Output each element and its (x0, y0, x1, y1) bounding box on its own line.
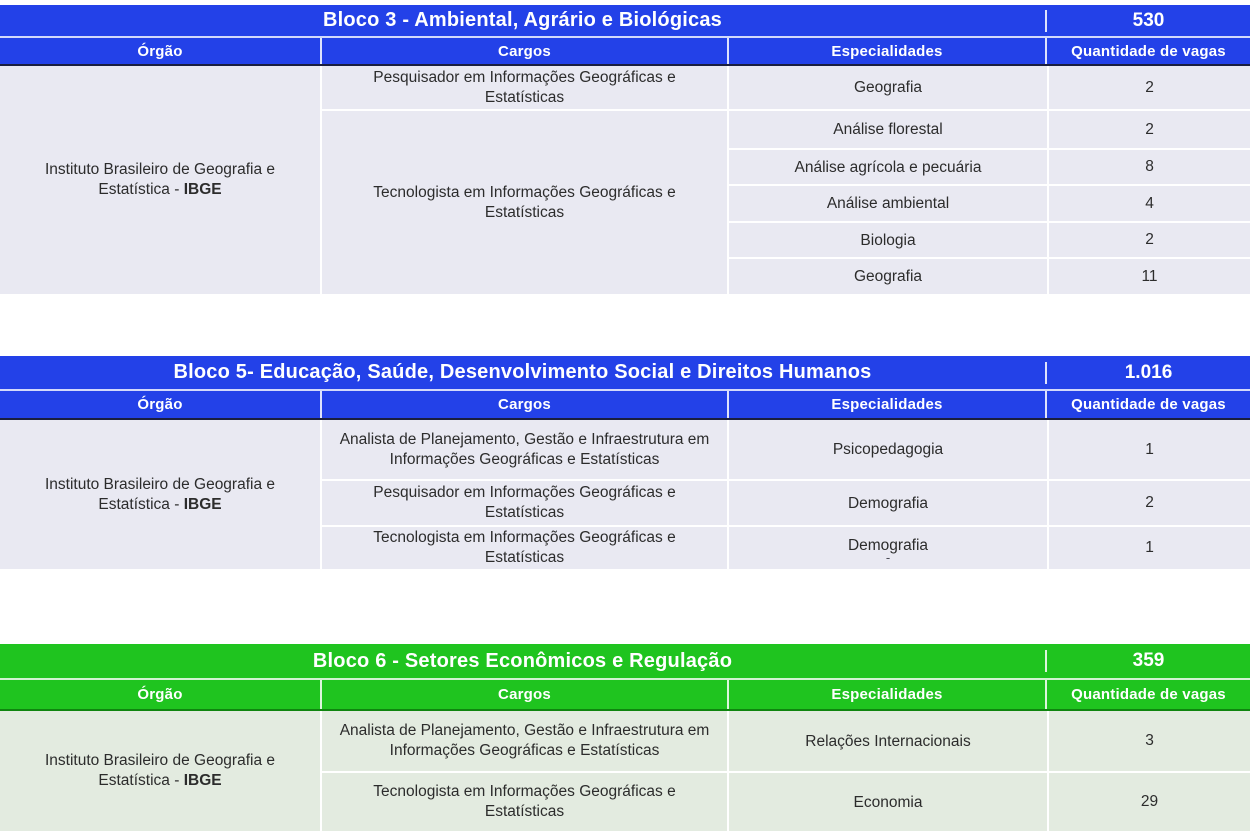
col-header-orgao: Órgão (137, 396, 183, 413)
vagas-cell: 8 (1047, 150, 1250, 184)
table-row (729, 481, 1250, 525)
bloco-3-total-vagas: 530 (1045, 10, 1250, 32)
cargo-group (322, 525, 1250, 569)
table-row (729, 184, 1250, 221)
bloco-3-title: Bloco 3 - Ambiental, Agrário e Biológicas (322, 9, 722, 31)
vagas-cell: 11 (1047, 259, 1250, 294)
table-row (729, 527, 1250, 569)
cargo-cell: Analista de Planejamento, Gestão e Infraestrutura em Informações Geográficas e Estatísticas (339, 722, 710, 759)
table-row (729, 66, 1250, 109)
cargo-cell: Pesquisador em Informações Geográficas e Estatísticas (373, 484, 676, 521)
vagas-cell: 29 (1047, 773, 1250, 831)
table-row (729, 711, 1250, 771)
vagas-cell: 4 (1047, 186, 1250, 221)
especialidade-cell: Relações Internacionais (805, 732, 971, 750)
col-header-quantidade: Quantidade de vagas (1045, 38, 1250, 64)
bloco-6-title: Bloco 6 - Setores Econômicos e Regulação (312, 649, 733, 672)
especialidade-cell: Psicopedagogia (832, 441, 944, 458)
cargo-cell: Tecnologista em Informações Geográficas e Estatísticas (373, 783, 676, 820)
bloco-3-body (0, 66, 1250, 294)
cargo-group (322, 66, 1250, 109)
orgao-sigla: IBGE (183, 181, 222, 198)
col-header-cargos: Cargos (320, 391, 727, 418)
vagas-cell: 3 (1047, 711, 1250, 771)
especialidade-cell: Geografia (853, 79, 923, 96)
bloco-5-body (0, 420, 1250, 569)
orgao-name: Instituto Brasileiro de Geografia e Estatística - (44, 161, 276, 198)
col-header-cargos: Cargos (320, 680, 727, 709)
table-bloco-3 (0, 5, 1250, 294)
col-header-especialidades: Especialidades (727, 680, 1045, 709)
orgao-name: Instituto Brasileiro de Geografia e Estatística - (44, 475, 276, 513)
bloco-3-title-row (0, 5, 1250, 36)
table-bloco-6 (0, 644, 1250, 831)
col-header-quantidade: Quantidade de vagas (1045, 680, 1250, 709)
col-header-quantidade: Quantidade de vagas (1045, 391, 1250, 418)
cargo-group (322, 711, 1250, 771)
vagas-cell: 2 (1047, 66, 1250, 109)
table-row (729, 773, 1250, 831)
especialidade-cell: Análise agrícola e pecuária (794, 158, 982, 176)
orgao-cell (0, 711, 320, 831)
vagas-cell: 2 (1047, 481, 1250, 525)
table-row (729, 257, 1250, 294)
table-row (729, 111, 1250, 148)
orgao-sigla: IBGE (183, 495, 222, 513)
bloco-6-column-header-row (0, 678, 1250, 711)
col-header-especialidades: Especialidades (727, 38, 1045, 64)
table-row (729, 420, 1250, 479)
especialidade-cell: Economia (853, 793, 923, 811)
especialidade-cell: Biologia (860, 231, 916, 249)
cargo-group (322, 479, 1250, 525)
bloco-6-body (0, 711, 1250, 831)
cropped-text-artifact: - (885, 550, 891, 565)
cargo-group (322, 109, 1250, 294)
especialidade-cell: Geografia (853, 268, 923, 285)
table-bloco-5 (0, 356, 1250, 569)
cargo-cell: Tecnologista em Informações Geográficas e Estatísticas (373, 183, 676, 221)
cargo-cell: Pesquisador em Informações Geográficas e Estatísticas (373, 68, 676, 106)
bloco-3-column-header-row (0, 36, 1250, 66)
bloco-6-title-row (0, 644, 1250, 678)
table-row (729, 221, 1250, 257)
orgao-name: Instituto Brasileiro de Geografia e Estatística - (44, 752, 276, 789)
orgao-cell (0, 420, 320, 569)
orgao-sigla: IBGE (183, 772, 222, 789)
vagas-cell: 2 (1047, 223, 1250, 257)
col-header-especialidades: Especialidades (727, 391, 1045, 418)
col-header-cargos: Cargos (320, 38, 727, 64)
especialidade-cell: Análise ambiental (826, 195, 950, 212)
col-header-orgao: Órgão (137, 42, 183, 60)
col-header-orgao: Órgão (137, 686, 183, 703)
bloco-5-title-row (0, 356, 1250, 389)
vagas-cell: 1 (1047, 527, 1250, 569)
cargo-cell: Tecnologista em Informações Geográficas e Estatísticas (373, 529, 676, 566)
table-row (729, 148, 1250, 184)
cargo-cell: Analista de Planejamento, Gestão e Infraestrutura em Informações Geográficas e Estatísticas (339, 430, 710, 468)
vagas-cell: 2 (1047, 111, 1250, 148)
cargo-group (322, 771, 1250, 831)
especialidade-cell: Análise florestal (833, 121, 943, 138)
bloco-5-title: Bloco 5- Educação, Saúde, Desenvolvimento Social e Direitos Humanos (173, 361, 872, 383)
bloco-5-column-header-row (0, 389, 1250, 420)
bloco-6-total-vagas: 359 (1045, 650, 1250, 672)
vagas-cell: 1 (1047, 420, 1250, 479)
cargo-group (322, 420, 1250, 479)
orgao-cell (0, 66, 320, 294)
bloco-5-total-vagas: 1.016 (1045, 362, 1250, 384)
especialidade-cell: Demografia (847, 494, 929, 512)
especialidade-cell: Demografia - (847, 537, 929, 565)
